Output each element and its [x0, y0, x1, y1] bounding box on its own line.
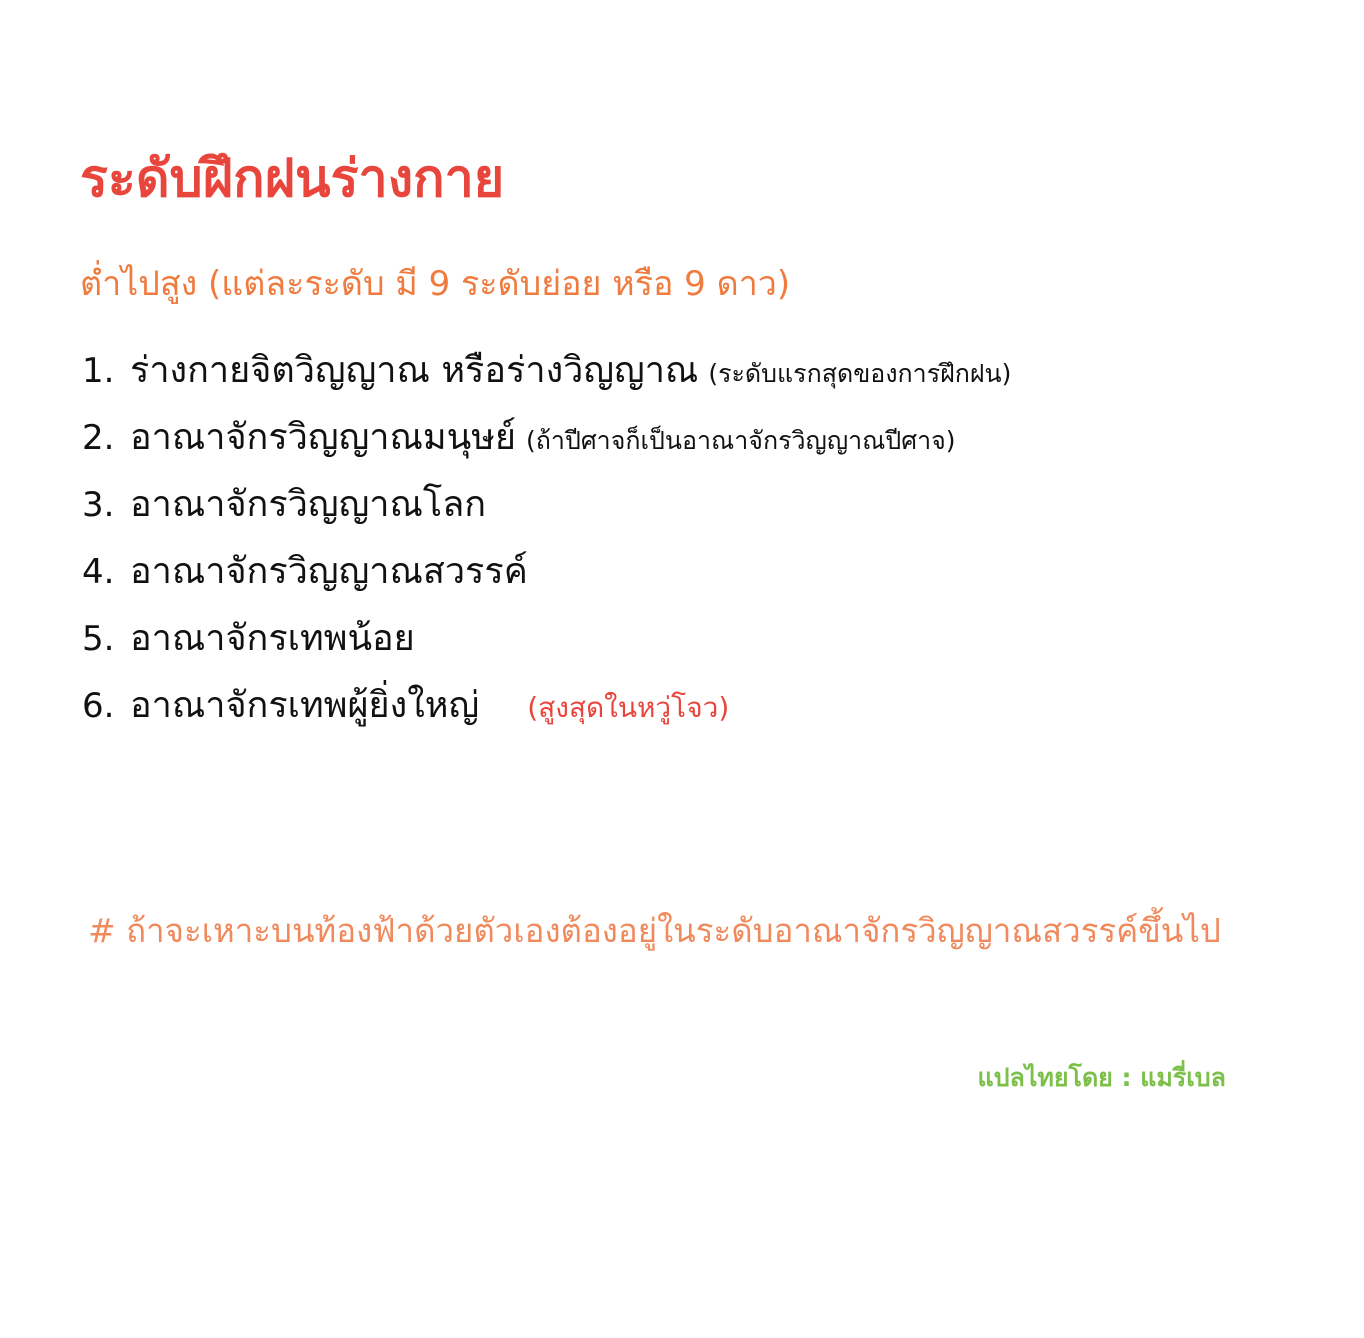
translator-credit: แปลไทยโดย : แมรี่เบล	[977, 1063, 1226, 1092]
footnote: # ถ้าจะเหาะบนท้องฟ้าด้วยตัวเองต้องอยู่ในระดับอาณาจักรวิญญาณสวรรค์ขึ้นไป	[88, 911, 1221, 950]
list-item-number: 4.	[82, 552, 115, 592]
list-item	[82, 616, 1312, 661]
list-item	[82, 482, 1312, 527]
list-item	[82, 348, 1312, 393]
list-item-number: 2.	[82, 418, 115, 458]
list-item-number: 5.	[82, 619, 115, 659]
list-item-text: อาณาจักรวิญญาณสวรรค์	[130, 551, 528, 592]
list-item-text: อาณาจักรวิญญาณมนุษย์	[130, 417, 517, 458]
page-subtitle: ต่ำไปสูง (แต่ละระดับ มี 9 ระดับย่อย หรือ 9 ดาว)	[80, 264, 791, 304]
list-item-number: 1.	[82, 351, 115, 391]
list-item-text: อาณาจักรเทพผู้ยิ่งใหญ่	[130, 685, 480, 726]
list-item-text: อาณาจักรวิญญาณโลก	[130, 484, 487, 525]
list-item-text: อาณาจักรเทพน้อย	[130, 618, 415, 659]
list-item-note: (ถ้าปีศาจก็เป็นอาณาจักรวิญญาณปีศาจ)	[526, 426, 956, 455]
list-item-note: (สูงสุดในหวู่โจว)	[527, 691, 730, 724]
page-title: ระดับฝึกฝนร่างกาย	[80, 149, 505, 209]
list-item-note: (ระดับแรกสุดของการฝึกฝน)	[708, 359, 1012, 388]
list-item-text: ร่างกายจิตวิญญาณ หรือร่างวิญญาณ	[130, 350, 699, 391]
list-item	[82, 549, 1312, 594]
list-item-number: 6.	[82, 686, 115, 726]
levels-list	[82, 348, 1312, 750]
list-item	[82, 683, 1312, 728]
list-item	[82, 415, 1312, 460]
list-item-number: 3.	[82, 485, 115, 525]
